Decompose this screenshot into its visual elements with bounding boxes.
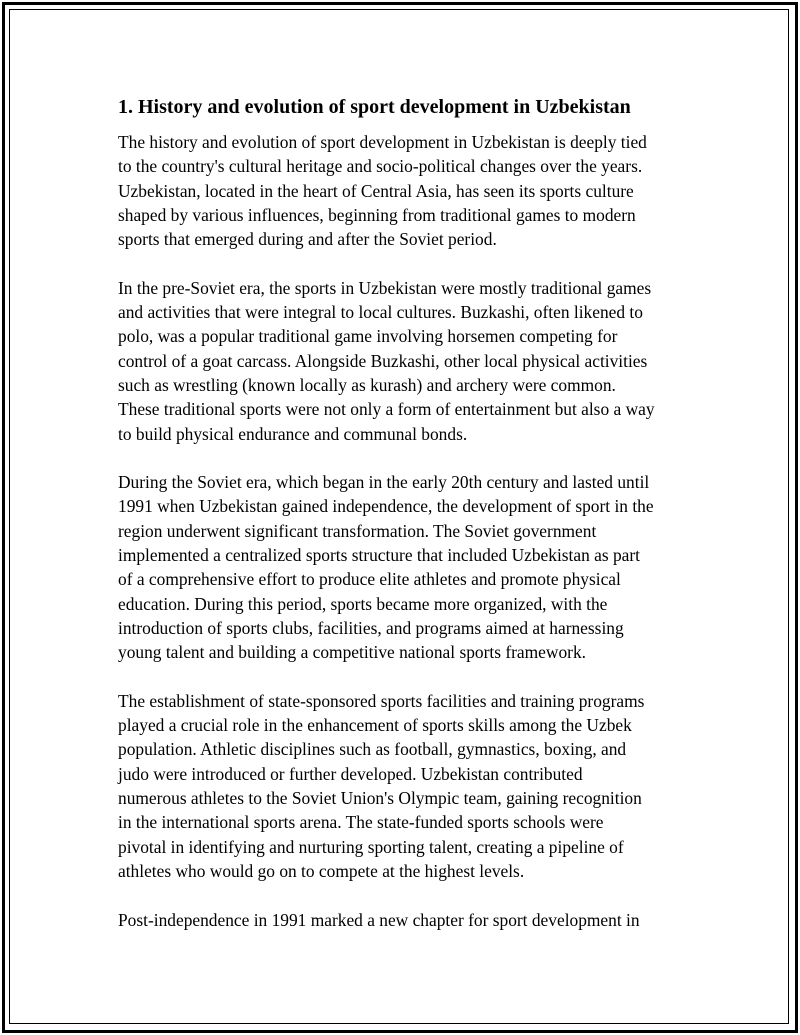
text-line: pivotal in identifying and nurturing sporting talent, creating a pipeline of bbox=[118, 836, 624, 857]
section-heading: 1. History and evolution of sport development in Uzbekistan bbox=[118, 96, 631, 118]
text-line: introduction of sports clubs, facilities, and programs aimed at harnessing bbox=[118, 617, 624, 638]
text-line: to the country's cultural heritage and socio-political changes over the years. bbox=[118, 156, 643, 177]
paragraph-4 bbox=[118, 689, 698, 883]
text-line: athletes who would go on to compete at the highest levels. bbox=[118, 860, 525, 881]
text-line: to build physical endurance and communal bonds. bbox=[118, 423, 468, 444]
text-line: judo were introduced or further developed. Uzbekistan contributed bbox=[118, 763, 583, 784]
text-line: young talent and building a competitive national sports framework. bbox=[118, 642, 586, 663]
text-line: polo, was a popular traditional game involving horsemen competing for bbox=[118, 326, 618, 347]
text-line: such as wrestling (known locally as kurash) and archery were common. bbox=[118, 374, 616, 395]
text-line: region underwent significant transformation. The Soviet government bbox=[118, 520, 597, 541]
text-line: control of a goat carcass. Alongside Buzkashi, other local physical activities bbox=[118, 350, 648, 371]
text-line: implemented a centralized sports structure that included Uzbekistan as part bbox=[118, 545, 641, 566]
paragraph-3 bbox=[118, 470, 698, 664]
text-line: played a crucial role in the enhancement of sports skills among the Uzbek bbox=[118, 715, 632, 736]
text-line: In the pre-Soviet era, the sports in Uzbekistan were mostly traditional games bbox=[118, 277, 652, 298]
text-line: shaped by various influences, beginning from traditional games to modern bbox=[118, 204, 636, 225]
text-line: 1991 when Uzbekistan gained independence, the development of sport in the bbox=[118, 496, 654, 517]
text-line: Post-independence in 1991 marked a new chapter for sport development in bbox=[118, 909, 640, 930]
paragraph-2 bbox=[118, 276, 698, 446]
text-line: Uzbekistan, located in the heart of Central Asia, has seen its sports culture bbox=[118, 180, 634, 201]
paragraph-5 bbox=[118, 908, 698, 932]
text-line: in the international sports arena. The state-funded sports schools were bbox=[118, 812, 604, 833]
text-line: and activities that were integral to local cultures. Buzkashi, often likened to bbox=[118, 302, 643, 323]
text-line: numerous athletes to the Soviet Union's Olympic team, gaining recognition bbox=[118, 788, 642, 809]
paragraph-1 bbox=[118, 130, 698, 251]
text-line: The history and evolution of sport development in Uzbekistan is deeply tied bbox=[118, 132, 647, 152]
text-line: These traditional sports were not only a form of entertainment but also a way bbox=[118, 399, 655, 420]
text-line: The establishment of state-sponsored sports facilities and training programs bbox=[118, 690, 645, 711]
text-line: population. Athletic disciplines such as football, gymnastics, boxing, and bbox=[118, 739, 627, 760]
text-line: education. During this period, sports became more organized, with the bbox=[118, 593, 608, 614]
text-line: During the Soviet era, which began in the early 20th century and lasted until bbox=[118, 472, 650, 493]
text-line: of a comprehensive effort to produce elite athletes and promote physical bbox=[118, 569, 621, 590]
document-body bbox=[118, 94, 698, 956]
text-line: sports that emerged during and after the Soviet period. bbox=[118, 229, 497, 250]
